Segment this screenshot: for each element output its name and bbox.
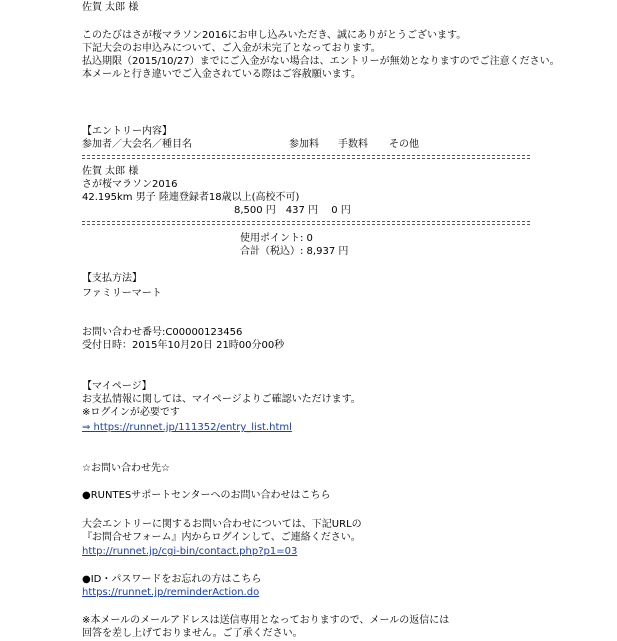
- entry-participant: 佐賀 太郎 様: [82, 166, 139, 177]
- entry-total: 合計（税込）: 8,937 円: [240, 246, 349, 257]
- entry-col-labels: 参加者／大会名／種目名: [82, 139, 192, 150]
- intro-line-1: このたびはさが桜マラソン2016にお申し込みいただき、誠にありがとうございます。: [82, 30, 467, 41]
- contact-heading: ☆お問い合わせ先☆: [82, 463, 170, 474]
- entry-category: 42.195km 男子 陸連登録者18歳以上(高校不可): [82, 192, 300, 203]
- contact-entry-line-1: 大会エントリーに関するお問い合わせについては、下記URLの: [82, 519, 362, 530]
- mypage-heading: 【マイページ】: [82, 381, 152, 392]
- note-line-1: ※本メールのメールアドレスは送信専用となっておりますので、メールの返信には: [82, 615, 450, 626]
- reminder-link[interactable]: https://runnet.jp/reminderAction.do: [82, 587, 260, 598]
- payment-heading: 【支払方法】: [82, 273, 142, 284]
- entry-race: さが桜マラソン2016: [82, 179, 178, 190]
- greeting: 佐賀 太郎 様: [82, 2, 139, 13]
- entry-amounts: 8,500 円 437 円 0 円: [234, 205, 351, 216]
- payment-method: ファミリーマート: [82, 288, 162, 299]
- inquiry-received: 受付日時：2015年10月20日 21時00分00秒: [82, 340, 285, 351]
- intro-line-2: 下記大会のお申込みについて、ご入金が未完了となっております。: [82, 43, 381, 54]
- mypage-line-1: お支払情報に関しては、マイページよりご確認いただけます。: [82, 394, 361, 405]
- entry-col-fee: 参加料: [289, 139, 319, 150]
- contact-form-link[interactable]: http://runnet.jp/cgi-bin/contact.php?p1=03: [82, 546, 298, 557]
- mypage-link[interactable]: ⇒ https://runnet.jp/111352/entry_list.html: [82, 422, 292, 433]
- separator-bottom: [82, 221, 530, 222]
- entry-heading: 【エントリー内容】: [82, 126, 172, 137]
- entry-points: 使用ポイント: 0: [240, 233, 313, 244]
- entry-col-other: その他: [389, 139, 419, 150]
- separator-top-2: [82, 158, 530, 159]
- inquiry-number: お問い合わせ番号:C00000123456: [82, 327, 243, 338]
- mypage-line-2: ※ログインが必要です: [82, 407, 180, 418]
- separator-bottom-2: [82, 224, 530, 225]
- entry-col-handling: 手数料: [338, 139, 368, 150]
- id-password-heading: ●ID・パスワードをお忘れの方はこちら: [82, 574, 262, 585]
- contact-runtes: ●RUNTESサポートセンターへのお問い合わせはこちら: [82, 490, 331, 501]
- note-line-2: 回答を差し上げておりません。ご了承ください。: [82, 628, 303, 639]
- contact-entry-line-2: 『お問合せフォーム』内からログインして、ご連絡ください。: [82, 532, 361, 543]
- intro-line-3: 払込期限（2015/10/27）までにご入金がない場合は、エントリーが無効となりますのでご注意ください。: [82, 56, 560, 67]
- separator-top: [82, 155, 530, 156]
- intro-line-4: 本メールと行き違いでご入金されている際はご容赦願います。: [82, 69, 361, 80]
